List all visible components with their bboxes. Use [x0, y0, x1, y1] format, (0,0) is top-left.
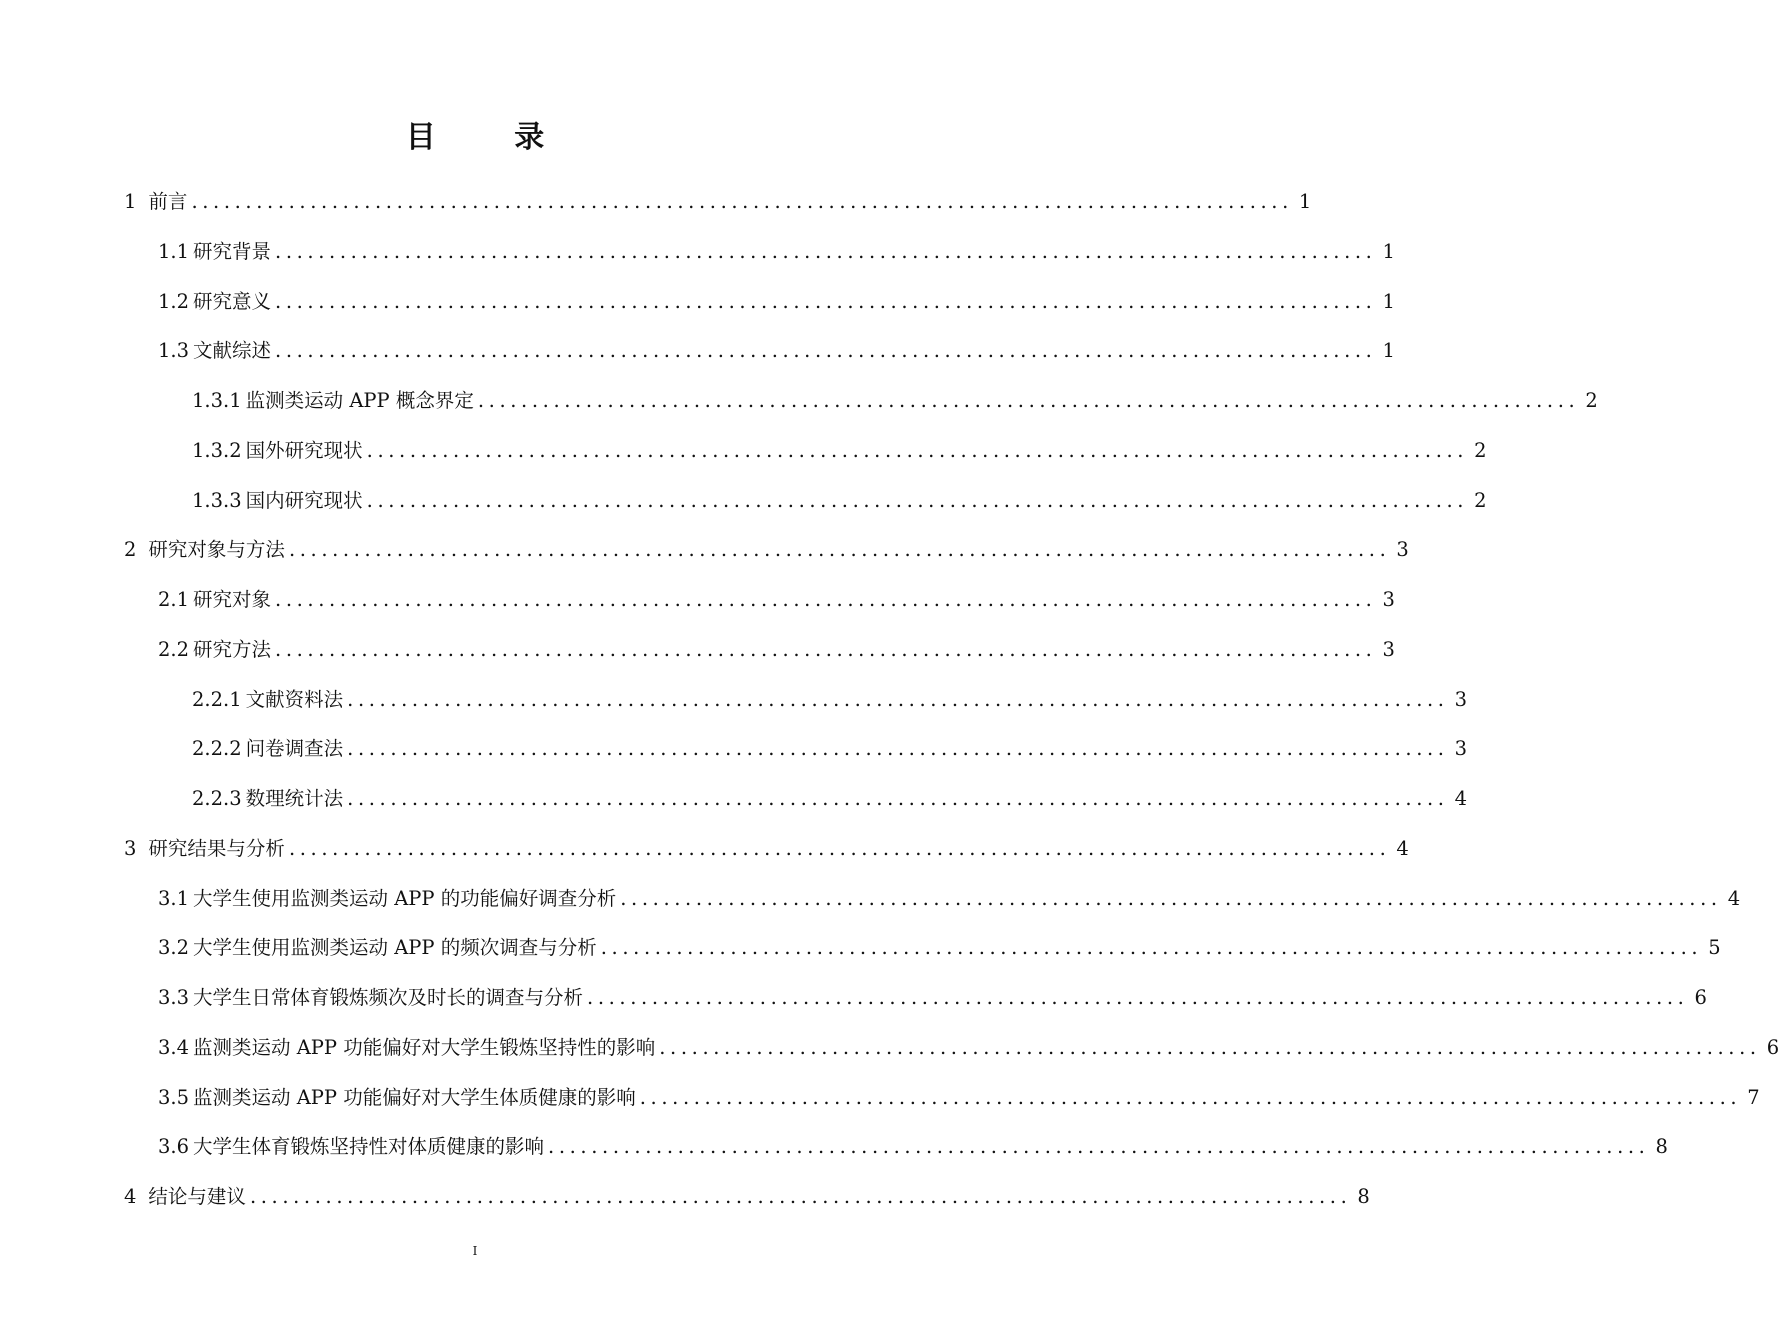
- toc-dot-leader: ......................................................................................................: [191, 190, 1293, 213]
- toc-entry-number: 2.2.2: [192, 737, 242, 761]
- toc-entry-title: 文献资料法: [245, 687, 344, 711]
- toc-dot-leader: ......................................................................................................: [587, 986, 1689, 1009]
- toc-entry-title: 研究结果与分析: [148, 836, 285, 860]
- toc-entry-number: 1.1: [158, 239, 190, 263]
- table-of-contents: [0, 189, 1779, 1234]
- toc-entry[interactable]: [0, 786, 1468, 836]
- footer-page-number: I: [472, 1244, 478, 1258]
- toc-entry-number: 3.2: [158, 936, 190, 960]
- toc-entry[interactable]: [0, 537, 1409, 587]
- toc-dot-leader: ......................................................................................................: [288, 538, 1391, 562]
- toc-dot-leader: ......................................................................................................: [275, 339, 1377, 363]
- toc-entry-page: 7: [1747, 1085, 1760, 1109]
- toc-entry-page: 3: [1454, 737, 1468, 761]
- toc-entry[interactable]: [0, 438, 1487, 488]
- page-title: 目 录: [405, 120, 579, 155]
- toc-entry-title: 监测类运动 APP 功能偏好对大学生锻炼坚持性的影响: [193, 1035, 656, 1059]
- toc-entry-title: 问卷调查法: [245, 737, 344, 761]
- toc-entry[interactable]: [0, 239, 1395, 289]
- toc-entry-number: 2.1: [158, 588, 190, 611]
- toc-entry-page: 3: [1382, 637, 1395, 661]
- toc-entry-page: 2: [1585, 389, 1598, 412]
- toc-dot-leader: ......................................................................................................: [347, 687, 1449, 711]
- toc-entry-number: 3.4: [158, 1035, 190, 1059]
- toc-entry[interactable]: [0, 189, 1312, 239]
- toc-dot-leader: ......................................................................................................: [366, 438, 1469, 462]
- toc-entry[interactable]: [0, 1035, 1779, 1085]
- toc-entry-title: 大学生使用监测类运动 APP 的功能偏好调查分析: [193, 886, 617, 910]
- toc-dot-leader: ......................................................................................................: [275, 637, 1377, 661]
- toc-entry-page: 1: [1382, 289, 1395, 313]
- toc-entry-title: 前言: [148, 190, 188, 213]
- toc-entry-title: 监测类运动 APP 功能偏好对大学生体质健康的影响: [193, 1085, 636, 1109]
- toc-entry-title: 研究对象: [193, 588, 272, 611]
- toc-entry-number: 3.1: [158, 886, 190, 910]
- toc-entry-number: 1.3.2: [192, 438, 242, 462]
- toc-entry-number: 2.2: [158, 637, 190, 661]
- toc-dot-leader: ......................................................................................................: [347, 787, 1449, 810]
- toc-entry-page: 3: [1396, 538, 1409, 562]
- toc-entry-number: 3.3: [158, 986, 190, 1009]
- toc-entry-page: 4: [1454, 787, 1468, 810]
- toc-entry-page: 4: [1727, 886, 1741, 910]
- toc-dot-leader: ......................................................................................................: [620, 886, 1722, 910]
- toc-dot-leader: ......................................................................................................: [600, 936, 1703, 960]
- toc-dot-leader: ......................................................................................................: [249, 1185, 1352, 1208]
- toc-entry[interactable]: [0, 886, 1741, 936]
- toc-entry[interactable]: [0, 1134, 1668, 1184]
- toc-entry[interactable]: [0, 935, 1721, 985]
- toc-entry-page: 1: [1298, 190, 1312, 213]
- toc-entry-page: 3: [1382, 588, 1395, 611]
- toc-entry-number: 2.2.3: [192, 787, 242, 810]
- toc-entry-page: 6: [1694, 986, 1707, 1009]
- toc-entry-title: 监测类运动 APP 概念界定: [245, 389, 474, 412]
- toc-entry[interactable]: [0, 338, 1395, 388]
- toc-entry-number: 1.3.3: [192, 488, 242, 512]
- toc-entry[interactable]: [0, 289, 1395, 339]
- toc-entry-page: 2: [1474, 438, 1487, 462]
- toc-entry[interactable]: [0, 587, 1395, 637]
- toc-entry-page: 1: [1382, 239, 1395, 263]
- toc-entry-number: 1.2: [158, 289, 190, 313]
- toc-dot-leader: ......................................................................................................: [366, 488, 1469, 512]
- toc-entry-title: 研究对象与方法: [148, 538, 285, 562]
- toc-entry-number: 4: [124, 1185, 137, 1208]
- toc-entry[interactable]: [0, 1085, 1760, 1135]
- toc-entry-page: 8: [1655, 1135, 1668, 1159]
- toc-entry-title: 国外研究现状: [245, 438, 363, 462]
- toc-entry-number: 2: [124, 538, 137, 562]
- toc-entry-number: 3.5: [158, 1085, 190, 1109]
- toc-entry[interactable]: [0, 687, 1468, 737]
- toc-entry[interactable]: [0, 637, 1395, 687]
- toc-entry-title: 国内研究现状: [245, 488, 363, 512]
- toc-dot-leader: ......................................................................................................: [548, 1135, 1650, 1159]
- toc-entry-number: 2.2.1: [192, 687, 242, 711]
- toc-dot-leader: ......................................................................................................: [639, 1085, 1742, 1109]
- toc-entry-page: 8: [1357, 1185, 1370, 1208]
- toc-entry-page: 6: [1766, 1035, 1779, 1059]
- toc-entry-page: 2: [1474, 488, 1487, 512]
- toc-entry-title: 结论与建议: [148, 1185, 246, 1208]
- toc-dot-leader: ......................................................................................................: [275, 289, 1377, 313]
- toc-entry-title: 文献综述: [193, 339, 272, 363]
- toc-dot-leader: ......................................................................................................: [659, 1035, 1761, 1059]
- toc-entry-number: 1.3: [158, 339, 190, 363]
- toc-entry-title: 研究背景: [193, 239, 272, 263]
- toc-entry[interactable]: [0, 388, 1598, 438]
- toc-entry-page: 4: [1396, 836, 1409, 860]
- toc-dot-leader: ......................................................................................................: [275, 239, 1377, 263]
- toc-entry-number: 1: [124, 190, 137, 213]
- toc-entry-title: 研究方法: [193, 637, 272, 661]
- toc-entry-page: 3: [1454, 687, 1468, 711]
- toc-entry[interactable]: [0, 488, 1487, 538]
- toc-dot-leader: ......................................................................................................: [347, 737, 1449, 761]
- toc-entry-number: 3.6: [158, 1135, 190, 1159]
- toc-entry-title: 数理统计法: [245, 787, 344, 810]
- toc-entry-title: 研究意义: [193, 289, 272, 313]
- toc-dot-leader: ......................................................................................................: [477, 389, 1580, 412]
- toc-entry-page: 5: [1708, 936, 1721, 960]
- toc-dot-leader: ......................................................................................................: [288, 836, 1391, 860]
- toc-entry-title: 大学生使用监测类运动 APP 的频次调查与分析: [193, 936, 597, 960]
- toc-entry-title: 大学生体育锻炼坚持性对体质健康的影响: [193, 1135, 545, 1159]
- toc-entry-number: 3: [124, 836, 137, 860]
- toc-entry[interactable]: [0, 1184, 1370, 1234]
- toc-dot-leader: ......................................................................................................: [275, 588, 1377, 611]
- toc-entry[interactable]: [0, 836, 1409, 886]
- toc-entry-number: 1.3.1: [192, 389, 242, 412]
- toc-entry-page: 1: [1382, 339, 1395, 363]
- toc-entry-title: 大学生日常体育锻炼频次及时长的调查与分析: [193, 986, 584, 1009]
- toc-entry[interactable]: [0, 985, 1707, 1035]
- toc-entry[interactable]: [0, 736, 1468, 786]
